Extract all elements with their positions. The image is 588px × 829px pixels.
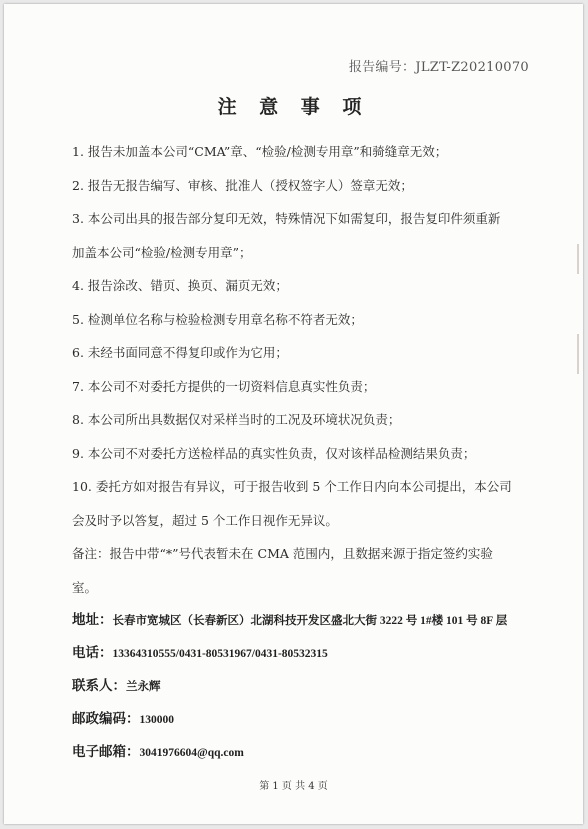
document-page (4, 4, 583, 824)
note-item: 6. 未经书面同意不得复印或作为它用； (72, 345, 288, 360)
contact-person-row (72, 670, 542, 703)
note-item: 9. 本公司不对委托方送检样品的真实性负责，仅对该样品检测结果负责； (72, 445, 476, 461)
remark: 备注：报告中带“*”号代表暂未在 CMA 范围内，且数据来源于指定签约实验室。 (72, 546, 493, 595)
note-item: 1. 报告未加盖本公司“CMA”章、“检验/检测专用章”和骑缝章无效； (72, 144, 448, 159)
contact-person-label: 联系人： (72, 678, 126, 693)
contact-info (72, 604, 542, 769)
postcode-value: 130000 (139, 714, 174, 726)
phone-value: 13364310555/0431-80531967/0431-80532315 (112, 648, 328, 660)
note-item: 2. 报告无报告编写、审核、批准人（授权签字人）签章无效； (72, 177, 413, 193)
email-value: 3041976604@qq.com (139, 747, 244, 759)
email-label: 电子邮箱： (72, 744, 140, 759)
note-item: 4. 报告涂改、错页、换页、漏页无效； (72, 278, 288, 293)
scan-edge-mark (577, 334, 579, 374)
note-item: 8. 本公司所出具数据仅对采样当时的工况及环境状况负责； (72, 412, 401, 427)
report-number (349, 56, 529, 75)
postcode-row (72, 703, 542, 736)
page-title: 注 意 事 项 (217, 96, 370, 118)
phone-row (72, 637, 542, 670)
email-row (72, 736, 542, 769)
postcode-label: 邮政编码： (72, 711, 140, 726)
address-label: 地址： (72, 612, 113, 627)
note-item: 7. 本公司不对委托方提供的一切资料信息真实性负责； (72, 378, 376, 394)
note-item: 3. 本公司出具的报告部分复印无效，特殊情况下如需复印，报告复印件须重新加盖本公司“检验/检测专用章”； (72, 211, 501, 260)
contact-person-value: 兰永辉 (126, 681, 161, 693)
address-value: 长春市宽城区（长春新区）北湖科技开发区盛北大街 3222 号 1#楼 101 号 8F 层 (112, 615, 508, 627)
page-footer: 第 1 页 共 4 页 (259, 781, 328, 792)
notes-list (72, 135, 512, 604)
phone-label: 电话： (72, 645, 113, 660)
note-item: 5. 检测单位名称与检验检测专用章名称不符者无效； (72, 311, 363, 327)
address-row (72, 604, 542, 637)
report-number-label: 报告编号： (348, 60, 416, 75)
scan-edge-mark (577, 244, 579, 274)
report-number-value: JLZT-Z20210070 (415, 60, 529, 75)
note-item: 10. 委托方如对报告有异议，可于报告收到 5 个工作日内向本公司提出，本公司会及时予以答复，超过 5 个工作日视作无异议。 (72, 479, 512, 528)
